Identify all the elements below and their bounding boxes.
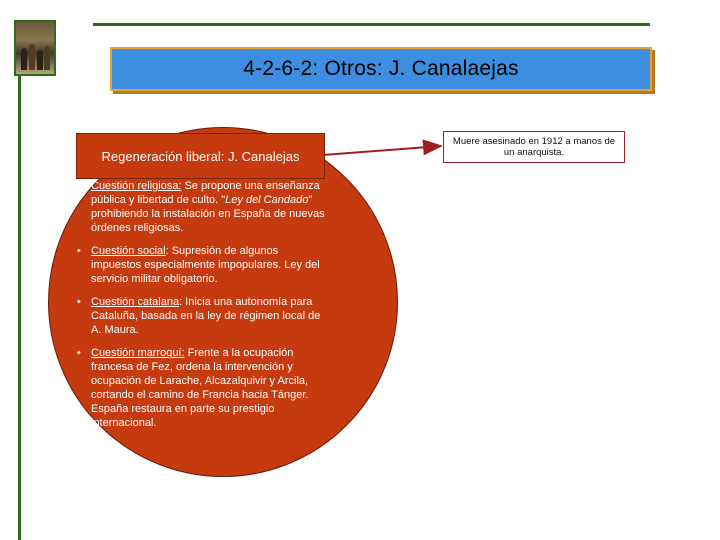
bullet-term: Cuestión marroquí: [91,347,185,359]
bullet-marker: • [77,347,81,359]
bullet-text: " prohibiendo la instalación en España de nuevas órdenes religiosas. [91,194,325,234]
painting-figure [21,48,27,70]
bullet-text: Frente a la ocupación francesa de Fez, ordena la intervención y ocupación de Larache, Alcazalquivir y Arcila, cortando el camino de Francia hacia Tánger. España restaura en parte su prestigio internacional. [91,347,309,429]
section-heading: Regeneración liberal: J. Canalejas [101,148,300,164]
bullet-text: : Supresión de algunos impuestos especialmente impopulares. Ley del servicio militar obligatorio. [91,245,320,285]
title-bar [110,47,652,91]
note-text: Muere asesinado en 1912 a manos de un anarquista. [452,136,616,158]
note-box [443,131,625,163]
bullet-item-catalana [76,295,328,337]
bullet-marker: • [77,296,81,308]
bullet-marker: • [77,245,81,257]
side-divider [18,60,21,540]
slide-title: 4-2-6-2: Otros: J. Canalaejas [243,57,519,80]
painting-figure [44,46,50,70]
bullet-term: Cuestión social [91,245,166,257]
bullet-marker: • [77,180,81,192]
painting-figure [29,44,35,70]
bullet-list [76,179,328,439]
bullet-term: Cuestión religiosa: [91,180,182,192]
bullet-term: Cuestión catalana [91,296,180,308]
painting-thumbnail [14,20,56,76]
bullet-item-social [76,244,328,286]
bullet-item-marroqui [76,346,328,430]
bullet-text: : Inicia una autonomía para Cataluña, basada en la ley de régimen local de A. Maura. [91,296,321,336]
top-divider [93,23,650,26]
bullet-item-religiosa [76,179,328,235]
bullet-text: Se propone una enseñanza pública y libertad de culto. " [91,180,320,206]
bullet-italic-text: Ley del Candado [225,194,309,206]
heading-box [76,133,325,179]
painting-figure [37,50,43,70]
